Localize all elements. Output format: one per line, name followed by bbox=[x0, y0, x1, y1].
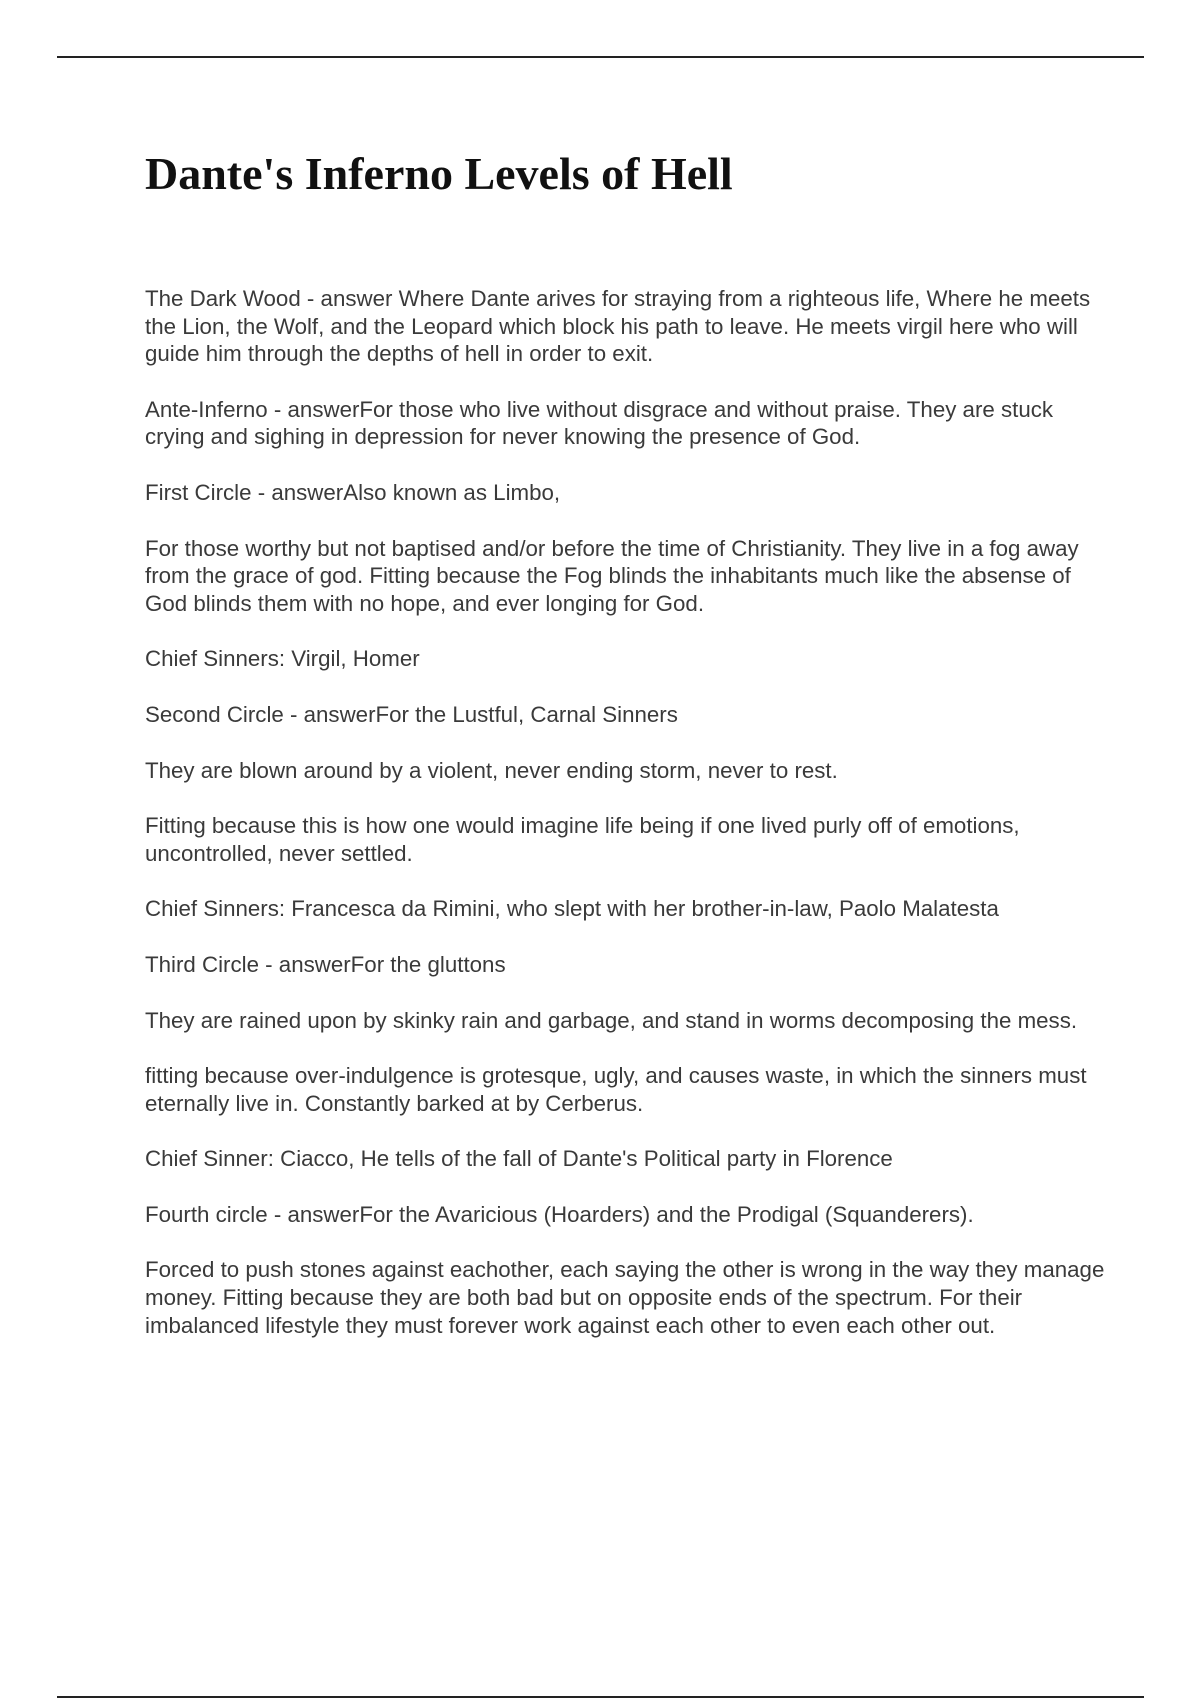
footer-rule bbox=[57, 1696, 1144, 1698]
header-rule bbox=[57, 56, 1144, 58]
document-body bbox=[145, 285, 1105, 1367]
paragraph-ante-inferno: Ante-Inferno - answerFor those who live without disgrace and without praise. They are stuck crying and sighing in depression for never knowing the presence of God. bbox=[145, 396, 1054, 450]
paragraph-second-circle: Second Circle - answerFor the Lustful, Carnal Sinners bbox=[145, 701, 678, 727]
paragraph-first-circle: First Circle - answerAlso known as Limbo, bbox=[145, 479, 561, 505]
paragraph-third-circle: Third Circle - answerFor the gluttons bbox=[145, 951, 506, 977]
paragraph-second-circle-punishment: They are blown around by a violent, never ending storm, never to rest. bbox=[145, 757, 838, 783]
paragraph-second-circle-fitting: Fitting because this is how one would imagine life being if one lived purly off of emotions, uncontrolled, never settled. bbox=[145, 813, 1020, 866]
paragraph-fourth-circle: Fourth circle - answerFor the Avaricious (Hoarders) and the Prodigal (Squanderers). bbox=[145, 1201, 974, 1227]
paragraph-third-circle-fitting: fitting because over-indulgence is grotesque, ugly, and causes waste, in which the sinners must eternally live in. Constantly barked at by Cerberus. bbox=[145, 1063, 1087, 1116]
paragraph-third-circle-sinner: Chief Sinner: Ciacco, He tells of the fall of Dante's Political party in Florence bbox=[145, 1146, 893, 1172]
paragraph-fourth-circle-punishment: Forced to push stones against eachother, each saying the other is wrong in the way they manage money. Fitting because they are both bad but on opposite ends of the spectrum. For their imbalanced lifestyle they must forever work against each other to even each other out. bbox=[145, 1257, 1105, 1338]
paragraph-third-circle-punishment: They are rained upon by skinky rain and garbage, and stand in worms decomposing the mess. bbox=[145, 1007, 1078, 1033]
paragraph-dark-wood: The Dark Wood - answer Where Dante arives for straying from a righteous life, Where he meets the Lion, the Wolf, and the Leopard which block his path to leave. He meets virgil here who will guide him through the depths of hell in order to exit. bbox=[145, 286, 1091, 367]
paragraph-first-circle-sinners: Chief Sinners: Virgil, Homer bbox=[145, 646, 420, 672]
paragraph-first-circle-detail: For those worthy but not baptised and/or before the time of Christianity. They live in a fog away from the grace of god. Fitting because the Fog blinds the inhabitants much like the absense of God blinds them with no hope, and ever longing for God. bbox=[145, 535, 1079, 616]
paragraph-second-circle-sinners: Chief Sinners: Francesca da Rimini, who slept with her brother-in-law, Paolo Malatesta bbox=[145, 896, 999, 922]
document-title: Dante's Inferno Levels of Hell bbox=[145, 148, 733, 199]
